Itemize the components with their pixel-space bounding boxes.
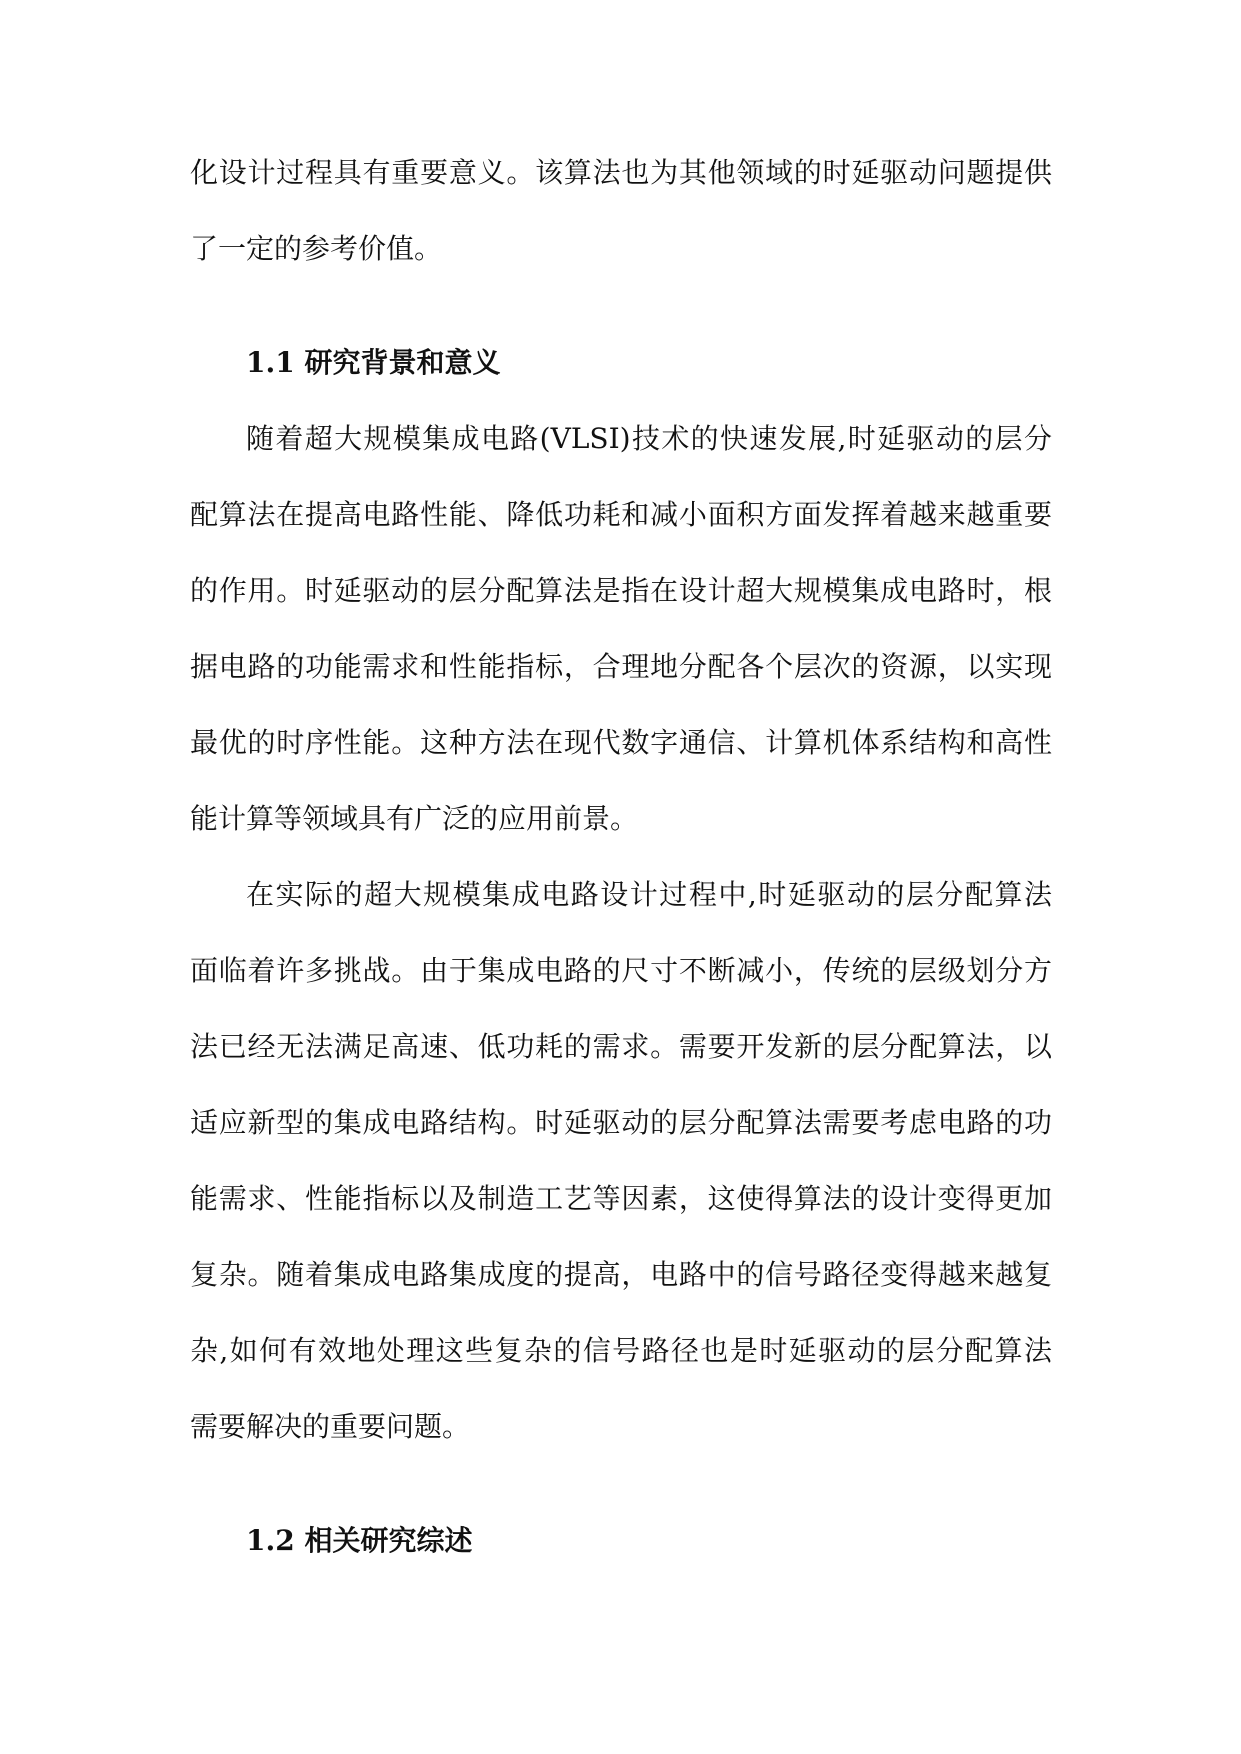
section-heading-1-2: 1.2 相关研究综述 bbox=[246, 1524, 473, 1557]
paragraph-line: 法已经无法满足高速、低功耗的需求。需要开发新的层分配算法，以 bbox=[190, 1030, 1052, 1063]
paragraph-line: 杂,如何有效地处理这些复杂的信号路径也是时延驱动的层分配算法 bbox=[190, 1334, 1052, 1367]
paragraph-line: 配算法在提高电路性能、降低功耗和减小面积方面发挥着越来越重要 bbox=[190, 498, 1052, 531]
paragraph-line: 适应新型的集成电路结构。时延驱动的层分配算法需要考虑电路的功 bbox=[190, 1106, 1052, 1139]
intro-paragraph bbox=[190, 135, 1052, 287]
paragraph-line: 能需求、性能指标以及制造工艺等因素，这使得算法的设计变得更加 bbox=[190, 1182, 1052, 1215]
document-page bbox=[190, 135, 1052, 1579]
intro-line: 了一定的参考价值。 bbox=[190, 232, 443, 265]
paragraph-line: 面临着许多挑战。由于集成电路的尺寸不断减小，传统的层级划分方 bbox=[190, 954, 1052, 987]
paragraph-line: 最优的时序性能。这种方法在现代数字通信、计算机体系结构和高性 bbox=[190, 726, 1052, 759]
paragraph-line: 在实际的超大规模集成电路设计过程中,时延驱动的层分配算法 bbox=[246, 878, 1052, 911]
paragraph-line: 能计算等领域具有广泛的应用前景。 bbox=[190, 802, 639, 835]
paragraph-line: 需要解决的重要问题。 bbox=[190, 1410, 471, 1443]
paragraph-line: 随着超大规模集成电路(VLSI)技术的快速发展,时延驱动的层分 bbox=[246, 422, 1052, 455]
section-heading-1-1: 1.1 研究背景和意义 bbox=[246, 346, 501, 379]
paragraph-line: 据电路的功能需求和性能指标，合理地分配各个层次的资源，以实现 bbox=[190, 650, 1052, 683]
section-1-1-paragraph-1 bbox=[190, 401, 1052, 857]
intro-line: 化设计过程具有重要意义。该算法也为其他领域的时延驱动问题提供 bbox=[190, 156, 1052, 189]
paragraph-line: 的作用。时延驱动的层分配算法是指在设计超大规模集成电路时，根 bbox=[190, 574, 1052, 607]
section-1-1-paragraph-2 bbox=[190, 857, 1052, 1465]
paragraph-line: 复杂。随着集成电路集成度的提高，电路中的信号路径变得越来越复 bbox=[190, 1258, 1052, 1291]
